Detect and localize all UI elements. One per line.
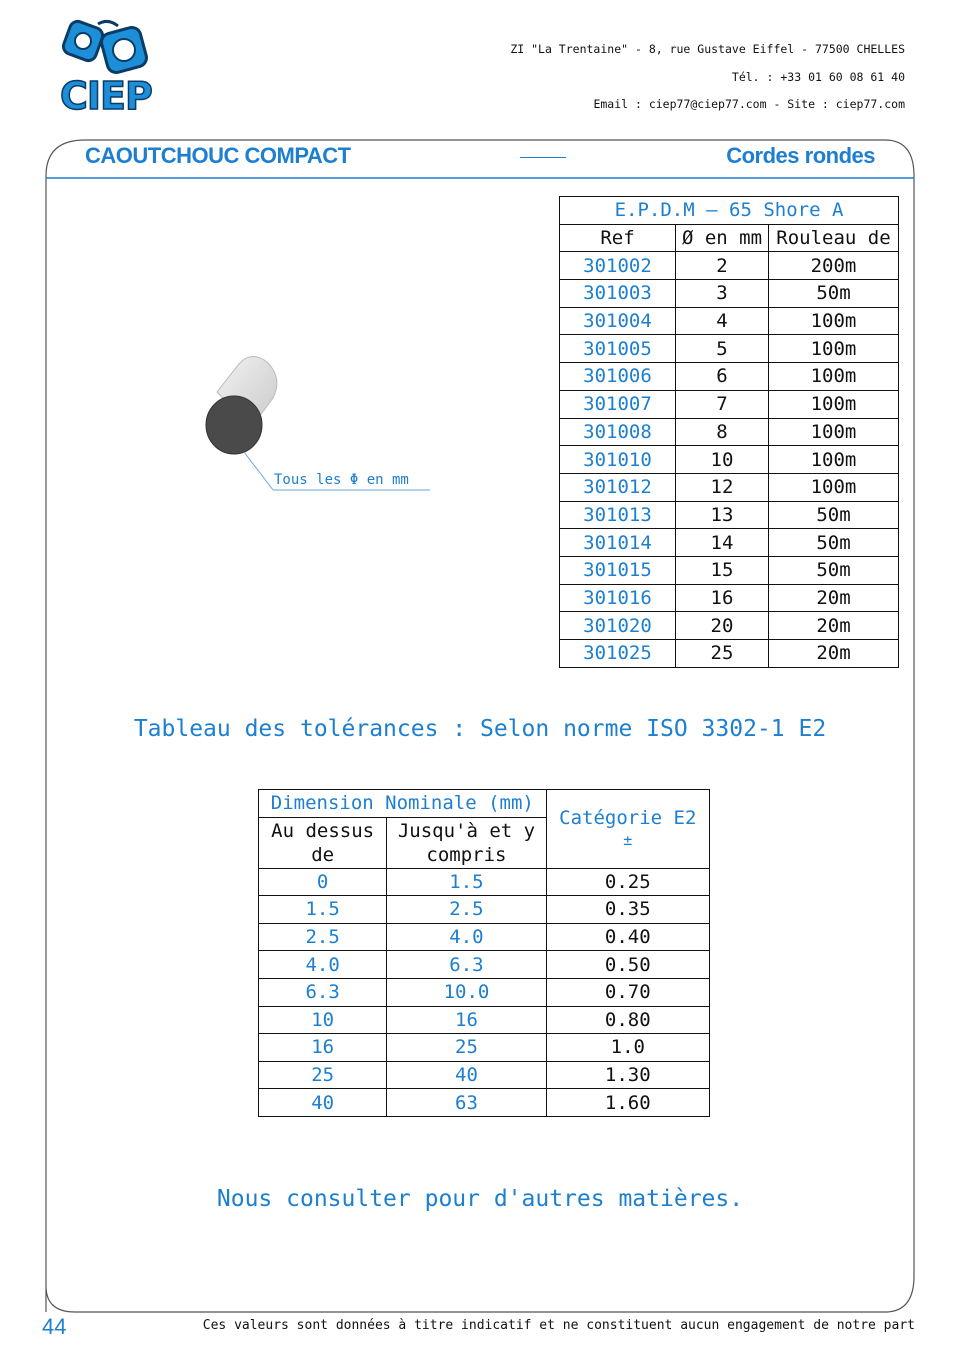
column-header-from: Au dessus de [259, 817, 387, 868]
from-cell: 1.5 [259, 896, 387, 924]
diameter-cell: 10 [676, 446, 769, 474]
table-row [259, 896, 710, 924]
table-row [560, 252, 899, 280]
table-row [560, 640, 899, 668]
roll-cell: 100m [769, 307, 899, 335]
table-row [560, 363, 899, 391]
phone-text: Tél. : +33 01 60 08 61 40 [731, 69, 905, 84]
ref-cell: 301002 [560, 252, 676, 280]
plus-minus-label: ± [623, 830, 633, 849]
product-table-title: E.P.D.M – 65 Shore A [560, 197, 899, 225]
diameter-cell: 13 [676, 501, 769, 529]
from-cell: 16 [259, 1034, 387, 1062]
address-text: ZI "La Trentaine" - 8, rue Gustave Eiffel - 77500 CHELLES [510, 42, 905, 56]
ref-cell: 301020 [560, 612, 676, 640]
roll-cell: 50m [769, 529, 899, 557]
page-number: 44 [42, 1314, 67, 1339]
ref-cell: 301012 [560, 473, 676, 501]
to-cell: 25 [387, 1034, 546, 1062]
roll-cell: 100m [769, 390, 899, 418]
ref-cell: 301010 [560, 446, 676, 474]
diameter-cell: 4 [676, 307, 769, 335]
to-cell: 16 [387, 1006, 546, 1034]
from-cell: 2.5 [259, 923, 387, 951]
ref-cell: 301016 [560, 584, 676, 612]
tolerance-cell: 0.80 [546, 1006, 709, 1034]
ref-cell: 301013 [560, 501, 676, 529]
dimension-group-header: Dimension Nominale (mm) [259, 790, 547, 818]
table-row [259, 978, 710, 1006]
ref-cell: 301025 [560, 640, 676, 668]
tolerance-cell: 0.40 [546, 923, 709, 951]
column-header-ref: Ref [560, 224, 676, 252]
tolerance-cell: 0.70 [546, 978, 709, 1006]
tolerance-cell: 0.50 [546, 951, 709, 979]
table-row [259, 923, 710, 951]
diameter-cell: 8 [676, 418, 769, 446]
ref-cell: 301006 [560, 363, 676, 391]
table-row [259, 951, 710, 979]
roll-cell: 20m [769, 640, 899, 668]
table-row [560, 529, 899, 557]
dimension-note: Tous les Φ en mm [274, 472, 409, 488]
category-header [546, 790, 709, 869]
diameter-cell: 16 [676, 584, 769, 612]
from-cell: 0 [259, 868, 387, 896]
roll-cell: 100m [769, 335, 899, 363]
category-label: Catégorie E2 [559, 806, 697, 829]
disclaimer-text: Ces valeurs sont données à titre indicatif et ne constituent aucun engagement de notre part [202, 1318, 915, 1333]
table-row [560, 584, 899, 612]
tolerance-cell: 0.35 [546, 896, 709, 924]
column-header-to: Jusqu'à et y compris [387, 817, 546, 868]
table-row [560, 307, 899, 335]
product-table [559, 196, 899, 668]
table-row [259, 1034, 710, 1062]
roll-cell: 20m [769, 584, 899, 612]
diameter-cell: 6 [676, 363, 769, 391]
tolerance-table [258, 789, 710, 1117]
table-row [259, 868, 710, 896]
to-cell: 63 [387, 1089, 546, 1117]
roll-cell: 200m [769, 252, 899, 280]
diameter-cell: 3 [676, 280, 769, 308]
diameter-cell: 7 [676, 390, 769, 418]
table-row [560, 280, 899, 308]
to-cell: 10.0 [387, 978, 546, 1006]
ref-cell: 301008 [560, 418, 676, 446]
diameter-cell: 14 [676, 529, 769, 557]
ref-cell: 301014 [560, 529, 676, 557]
table-row [259, 1006, 710, 1034]
table-row [560, 418, 899, 446]
table-row [560, 446, 899, 474]
table-row [560, 335, 899, 363]
diameter-cell: 5 [676, 335, 769, 363]
to-cell: 1.5 [387, 868, 546, 896]
diameter-cell: 2 [676, 252, 769, 280]
from-cell: 25 [259, 1061, 387, 1089]
table-row [560, 556, 899, 584]
tolerance-cell: 0.25 [546, 868, 709, 896]
roll-cell: 100m [769, 473, 899, 501]
ref-cell: 301015 [560, 556, 676, 584]
roll-cell: 50m [769, 501, 899, 529]
ref-cell: 301005 [560, 335, 676, 363]
tolerance-cell: 1.60 [546, 1089, 709, 1117]
tolerance-cell: 1.30 [546, 1061, 709, 1089]
section-title: CAOUTCHOUC COMPACT [85, 143, 351, 168]
to-cell: 4.0 [387, 923, 546, 951]
subsection-title: Cordes rondes [726, 143, 875, 168]
roll-cell: 50m [769, 556, 899, 584]
tolerance-title: Tableau des tolérances : Selon norme ISO 3302-1 E2 [133, 716, 827, 742]
table-row [560, 390, 899, 418]
contact-block [510, 36, 905, 119]
tolerance-cell: 1.0 [546, 1034, 709, 1062]
from-cell: 10 [259, 1006, 387, 1034]
email-site-text: Email : ciep77@ciep77.com - Site : ciep77.com [593, 97, 905, 111]
table-row [560, 501, 899, 529]
from-cell: 6.3 [259, 978, 387, 1006]
header-separator [520, 157, 566, 158]
diameter-cell: 20 [676, 612, 769, 640]
table-row [560, 612, 899, 640]
roll-cell: 20m [769, 612, 899, 640]
ref-cell: 301003 [560, 280, 676, 308]
column-header-diameter: Ø en mm [676, 224, 769, 252]
roll-cell: 50m [769, 280, 899, 308]
logo-wordmark: CIEP [60, 74, 152, 118]
ref-cell: 301007 [560, 390, 676, 418]
to-cell: 40 [387, 1061, 546, 1089]
diameter-cell: 15 [676, 556, 769, 584]
table-row [259, 1089, 710, 1117]
to-cell: 2.5 [387, 896, 546, 924]
table-row [560, 473, 899, 501]
to-cell: 6.3 [387, 951, 546, 979]
ref-cell: 301004 [560, 307, 676, 335]
consult-note: Nous consulter pour d'autres matières. [216, 1186, 744, 1212]
table-row [259, 1061, 710, 1089]
roll-cell: 100m [769, 418, 899, 446]
diameter-cell: 25 [676, 640, 769, 668]
from-cell: 40 [259, 1089, 387, 1117]
roll-cell: 100m [769, 446, 899, 474]
from-cell: 4.0 [259, 951, 387, 979]
roll-cell: 100m [769, 363, 899, 391]
diameter-cell: 12 [676, 473, 769, 501]
column-header-roll: Rouleau de [769, 224, 899, 252]
